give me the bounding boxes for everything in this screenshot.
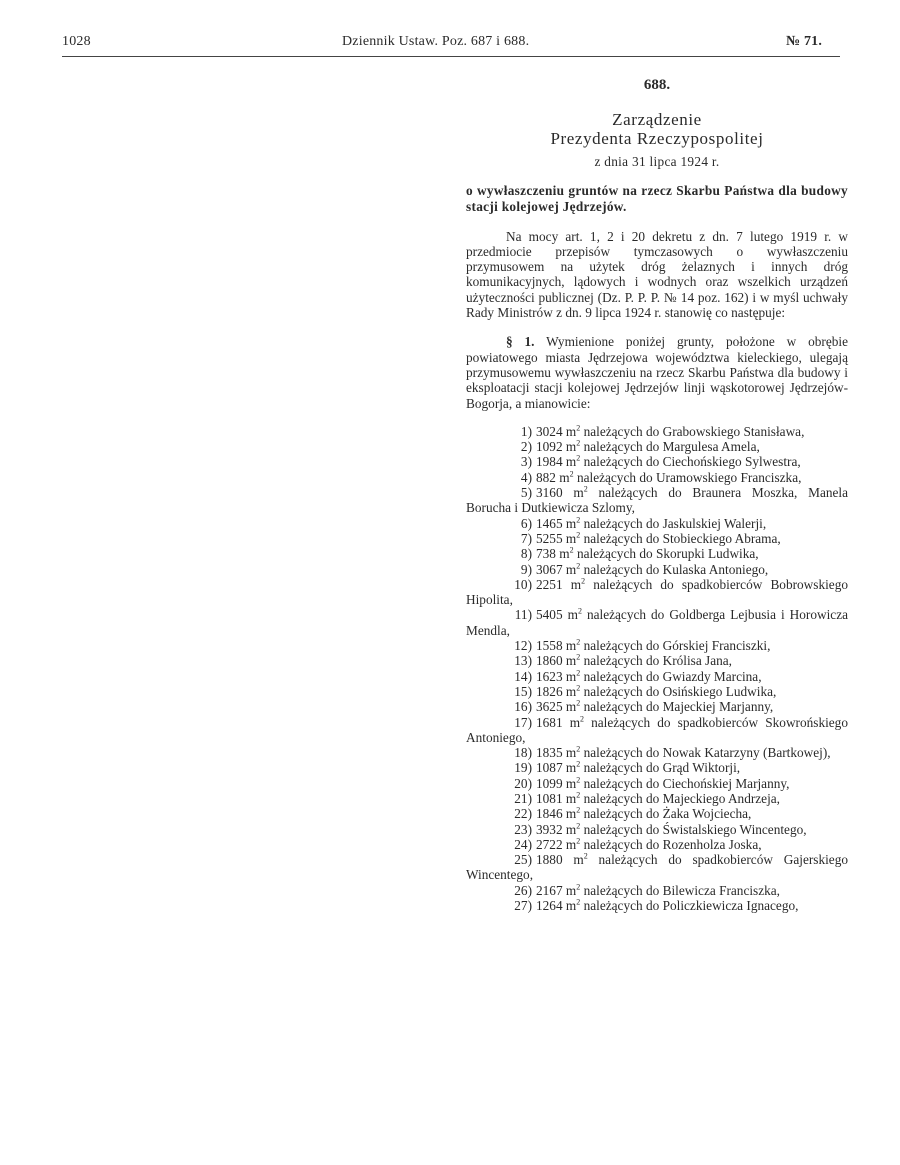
item-unit: m bbox=[565, 806, 577, 822]
page-number: 1028 bbox=[62, 34, 91, 49]
item-unit: m bbox=[565, 821, 577, 837]
document-column bbox=[466, 78, 848, 913]
item-area: 1826 bbox=[536, 683, 563, 699]
item-owner: należących do Skorupki Ludwika, bbox=[576, 546, 759, 562]
list-item bbox=[466, 776, 848, 791]
item-number: 5) bbox=[520, 485, 532, 501]
list-item bbox=[466, 424, 848, 439]
list-item bbox=[466, 531, 848, 546]
item-owner: należących do Majeckiej Marjanny, bbox=[583, 699, 774, 715]
item-area: 3932 bbox=[536, 821, 563, 837]
item-owner: należących do spadkobierców Bobrowskiego Hipolita, bbox=[466, 576, 849, 608]
list-item bbox=[466, 669, 848, 684]
item-number: 11) bbox=[514, 607, 532, 623]
item-number: 15) bbox=[514, 683, 532, 699]
item-owner: należących do Osińskiego Ludwika, bbox=[583, 683, 777, 699]
item-area: 2167 bbox=[536, 882, 563, 898]
item-number: 13) bbox=[514, 653, 532, 669]
item-owner: należących do Jaskulskiej Walerji, bbox=[583, 515, 767, 531]
item-number: 7) bbox=[520, 530, 532, 546]
item-number: 14) bbox=[514, 668, 532, 684]
item-number: 3) bbox=[520, 454, 532, 470]
item-number: 12) bbox=[514, 638, 532, 654]
item-area: 1623 bbox=[536, 668, 563, 684]
item-owner: należących do Gwiazdy Marcina, bbox=[583, 668, 762, 684]
item-unit-exponent: 2 bbox=[576, 561, 581, 571]
item-number: 1) bbox=[520, 423, 532, 439]
document-date: z dnia 31 lipca 1924 r. bbox=[594, 154, 720, 170]
list-item bbox=[466, 577, 848, 608]
item-unit: m bbox=[565, 745, 577, 761]
item-number: 23) bbox=[514, 821, 532, 837]
item-unit-exponent: 2 bbox=[580, 714, 585, 724]
issue-number: № 71. bbox=[786, 34, 823, 49]
item-unit-exponent: 2 bbox=[576, 805, 581, 815]
item-unit-exponent: 2 bbox=[569, 545, 574, 555]
item-unit: m bbox=[569, 714, 581, 730]
item-unit-exponent: 2 bbox=[583, 484, 588, 494]
item-owner: należących do spadkobierców Gajerskiego Wincentego, bbox=[466, 852, 848, 883]
list-item bbox=[466, 439, 848, 454]
item-unit-exponent: 2 bbox=[576, 683, 581, 693]
item-number: 26) bbox=[514, 882, 532, 898]
list-item bbox=[466, 822, 848, 837]
item-area: 1099 bbox=[536, 775, 563, 791]
list-item bbox=[466, 470, 848, 485]
item-unit-exponent: 2 bbox=[576, 652, 581, 662]
item-unit-exponent: 2 bbox=[576, 454, 581, 464]
item-unit: m bbox=[559, 546, 570, 562]
item-unit-exponent: 2 bbox=[576, 897, 581, 907]
item-owner: należących do Goldberga Lejbusia i Horowicza Mendla, bbox=[466, 607, 849, 638]
section-1-paragraph bbox=[466, 334, 848, 410]
item-owner: należących do Kulaska Antoniego, bbox=[583, 561, 769, 577]
item-unit: m bbox=[565, 439, 577, 455]
item-area: 1835 bbox=[536, 745, 563, 761]
document-title-line1: Zarządzenie bbox=[612, 110, 702, 130]
list-item bbox=[466, 562, 848, 577]
item-area: 3160 bbox=[536, 485, 563, 501]
item-unit-exponent: 2 bbox=[577, 607, 582, 616]
item-unit: m bbox=[565, 653, 577, 669]
item-unit: m bbox=[565, 760, 577, 776]
item-unit: m bbox=[565, 515, 577, 531]
item-unit-exponent: 2 bbox=[583, 851, 588, 861]
item-unit: m bbox=[565, 561, 577, 577]
item-number: 9) bbox=[520, 561, 532, 577]
item-unit-exponent: 2 bbox=[581, 576, 586, 586]
item-unit-exponent: 2 bbox=[576, 530, 581, 540]
item-area: 5255 bbox=[536, 530, 563, 546]
item-area: 2251 bbox=[536, 576, 563, 592]
item-owner: należących do Nowak Katarzyny (Bartkowej), bbox=[583, 745, 831, 761]
section-1-sign: § 1. bbox=[506, 334, 535, 350]
item-unit: m bbox=[565, 683, 577, 699]
item-owner: należących do Uramowskiego Franciszka, bbox=[576, 469, 802, 485]
land-parcels-list bbox=[466, 424, 848, 914]
item-owner: należących do Grabowskiego Stanisława, bbox=[583, 423, 805, 439]
item-unit: m bbox=[565, 423, 577, 439]
item-area: 882 bbox=[536, 469, 556, 485]
item-number: 8) bbox=[520, 546, 532, 562]
list-item bbox=[466, 837, 848, 852]
item-unit-exponent: 2 bbox=[576, 515, 581, 525]
item-unit: m bbox=[559, 469, 570, 485]
item-unit-exponent: 2 bbox=[576, 744, 581, 754]
item-number: 16) bbox=[514, 699, 532, 715]
item-unit: m bbox=[565, 454, 577, 470]
item-unit-exponent: 2 bbox=[576, 775, 581, 785]
section-1-text: Wymienione poniżej grunty, położone w obrębie powiatowego miasta Jędrzejowa województwa kieleckiego, ulegają przymusowemu wywłaszczeniu na rzecz Skarbu Państwa dla budowy i eksploatacji stacji kolejowej Jędrzejów linji wąskotorowej Jędrzejów-Bogorja, a mianowicie: bbox=[466, 334, 849, 411]
item-owner: należących do Ciechońskiego Sylwestra, bbox=[583, 454, 801, 470]
item-area: 5405 bbox=[536, 607, 563, 623]
item-unit-exponent: 2 bbox=[576, 836, 581, 846]
item-number: 17) bbox=[514, 714, 532, 730]
item-unit-exponent: 2 bbox=[576, 882, 581, 892]
item-owner: należących do Policzkiewicza Ignacego, bbox=[583, 898, 799, 914]
item-unit-exponent: 2 bbox=[576, 423, 581, 433]
document-subject: o wywłaszczeniu gruntów na rzecz Skarbu Państwa dla budowy stacji kolejowej Jędrzejów. bbox=[466, 182, 848, 214]
preamble-paragraph: Na mocy art. 1, 2 i 20 dekretu z dn. 7 lutego 1919 r. w przedmiocie przepisów tymczasowych o wywłaszczeniu przymusowem na użytek dróg żelaznych i innych dróg komunikacyjnych, lądowych i wodnych oraz wszelkich urządzeń użyteczności publicznej (Dz. P. P. P. № 14 poz. 162) i w myśl uchwały Rady Ministrów z dn. 9 lipca 1924 r. stanowię co następuje: bbox=[466, 228, 848, 321]
list-item bbox=[466, 653, 848, 668]
item-owner: należących do Górskiej Franciszki, bbox=[583, 638, 771, 654]
item-unit: m bbox=[565, 699, 577, 715]
item-unit: m bbox=[565, 790, 577, 806]
item-number: 22) bbox=[514, 806, 532, 822]
list-item bbox=[466, 699, 848, 714]
item-unit: m bbox=[565, 882, 577, 898]
item-area: 1081 bbox=[536, 790, 563, 806]
item-unit: m bbox=[573, 852, 584, 868]
item-unit: m bbox=[565, 668, 577, 684]
item-owner: należących do Stobieckiego Abrama, bbox=[583, 530, 781, 546]
item-area: 3067 bbox=[536, 561, 563, 577]
item-owner: należących do Grąd Wiktorji, bbox=[583, 760, 741, 776]
item-area: 3625 bbox=[536, 699, 563, 715]
item-area: 738 bbox=[536, 546, 556, 562]
item-number: 24) bbox=[514, 836, 532, 852]
item-unit-exponent: 2 bbox=[569, 469, 574, 479]
item-unit-exponent: 2 bbox=[576, 698, 581, 708]
item-number: 27) bbox=[514, 898, 532, 914]
list-item bbox=[466, 546, 848, 561]
item-area: 1984 bbox=[536, 454, 563, 470]
item-number: 10) bbox=[514, 576, 532, 592]
item-number: 25) bbox=[514, 852, 532, 868]
item-unit: m bbox=[567, 607, 578, 623]
item-number: 21) bbox=[514, 790, 532, 806]
item-owner: należących do Margulesa Amela, bbox=[583, 439, 760, 455]
document-title-line2: Prezydenta Rzeczypospolitej bbox=[550, 129, 764, 149]
item-owner: należących do Braunera Moszka, Manela Borucha i Dutkiewicza Szlomy, bbox=[466, 485, 848, 516]
item-unit: m bbox=[565, 638, 577, 654]
item-unit: m bbox=[570, 576, 582, 592]
list-item bbox=[466, 806, 848, 821]
list-item bbox=[466, 760, 848, 775]
list-item bbox=[466, 485, 848, 516]
item-owner: należących do Żaka Wojciecha, bbox=[583, 806, 752, 822]
item-area: 1846 bbox=[536, 806, 563, 822]
item-area: 1880 bbox=[536, 852, 563, 868]
item-area: 3024 bbox=[536, 423, 563, 439]
item-number: 4) bbox=[520, 469, 532, 485]
item-area: 1087 bbox=[536, 760, 563, 776]
item-owner: należących do spadkobierców Skowrońskiego Antoniego, bbox=[466, 714, 848, 745]
list-item bbox=[466, 715, 848, 746]
item-owner: należących do Świstalskiego Wincentego, bbox=[583, 821, 807, 837]
item-number: 19) bbox=[514, 760, 532, 776]
item-unit-exponent: 2 bbox=[576, 668, 581, 678]
item-area: 1681 bbox=[536, 714, 563, 730]
item-owner: należących do Królisa Jana, bbox=[583, 653, 733, 669]
item-number: 2) bbox=[520, 439, 532, 455]
item-owner: należących do Majeckiego Andrzeja, bbox=[583, 790, 780, 806]
list-item bbox=[466, 898, 848, 913]
item-unit-exponent: 2 bbox=[576, 637, 581, 647]
item-unit: m bbox=[565, 836, 577, 852]
list-item bbox=[466, 791, 848, 806]
item-unit-exponent: 2 bbox=[576, 790, 581, 800]
item-number: 6) bbox=[520, 515, 532, 531]
item-unit: m bbox=[565, 898, 577, 914]
item-area: 2722 bbox=[536, 836, 563, 852]
item-area: 1860 bbox=[536, 653, 563, 669]
item-area: 1558 bbox=[536, 638, 563, 654]
item-unit-exponent: 2 bbox=[576, 438, 581, 448]
journal-title: Dziennik Ustaw. Poz. 687 i 688. bbox=[342, 34, 530, 49]
item-number: 18) bbox=[514, 745, 532, 761]
list-item bbox=[466, 454, 848, 469]
list-item bbox=[466, 638, 848, 653]
item-area: 1465 bbox=[536, 515, 563, 531]
item-unit: m bbox=[565, 775, 577, 791]
item-unit-exponent: 2 bbox=[576, 759, 581, 769]
item-number: 20) bbox=[514, 775, 532, 791]
item-area: 1092 bbox=[536, 439, 563, 455]
item-unit-exponent: 2 bbox=[576, 821, 581, 831]
list-item bbox=[466, 745, 848, 760]
list-item bbox=[466, 883, 848, 898]
header-rule bbox=[62, 56, 840, 57]
document-number: 688. bbox=[643, 77, 671, 93]
item-unit: m bbox=[573, 485, 584, 501]
list-item bbox=[466, 684, 848, 699]
item-owner: należących do Bilewicza Franciszka, bbox=[583, 882, 780, 898]
item-owner: należących do Ciechońskiej Marjanny, bbox=[583, 775, 790, 791]
item-unit: m bbox=[565, 530, 577, 546]
list-item bbox=[466, 516, 848, 531]
list-item bbox=[466, 607, 848, 638]
list-item bbox=[466, 852, 848, 883]
item-owner: należących do Rozenholza Joska, bbox=[583, 836, 762, 852]
item-area: 1264 bbox=[536, 898, 563, 914]
